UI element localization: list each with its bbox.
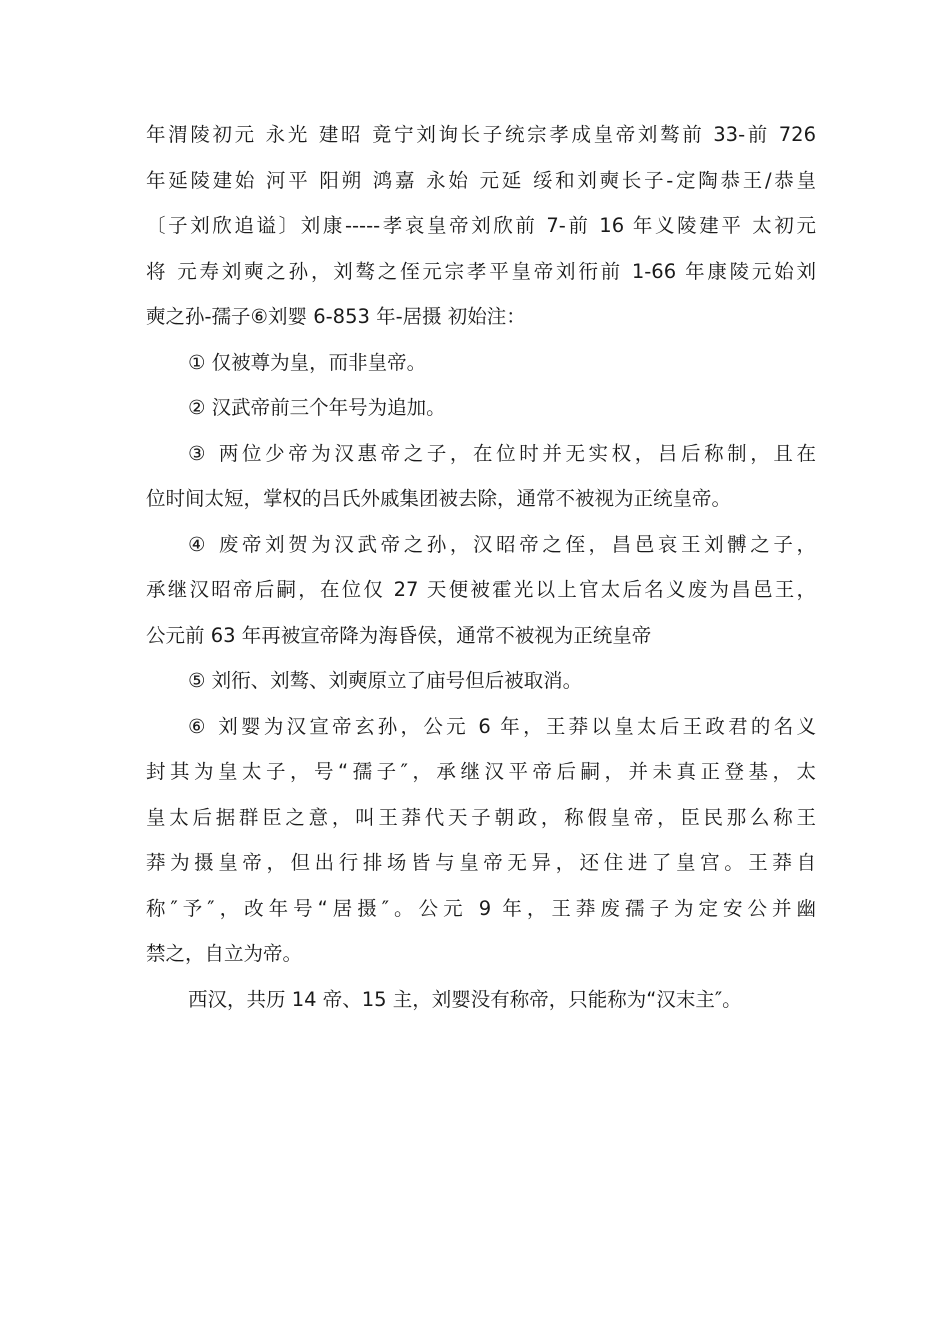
text-line: 禁之，自立为帝。 xyxy=(146,942,303,965)
note-6 xyxy=(146,704,816,977)
note-5 xyxy=(146,658,816,704)
note-3 xyxy=(146,431,816,522)
text-line: 年渭陵初元 永光 建昭 竟宁刘询长子统宗孝成皇帝刘骜前 33-前 726 xyxy=(146,123,816,146)
text-line: 承继汉昭帝后嗣，在位仅 27 天便被霍光以上官太后名义废为昌邑王， xyxy=(146,578,816,601)
note-4 xyxy=(146,522,816,659)
text-line: 年延陵建始 河平 阳朔 鸿嘉 永始 元延 绥和刘奭长子-定陶恭王/恭皇 xyxy=(146,168,816,192)
text-line: 公元前 63 年再被宣帝降为海昏侯，通常不被视为正统皇帝 xyxy=(146,623,652,647)
note-1 xyxy=(146,340,816,386)
document-body xyxy=(146,112,816,1022)
text-line: ① 仅被尊为皇，而非皇帝。 xyxy=(188,350,427,374)
text-line: 皇太后据群臣之意，叫王莽代天子朝政，称假皇帝，臣民那么称王 xyxy=(146,805,816,829)
text-line: ⑤ 刘衎、刘骜、刘奭原立了庙号但后被取消。 xyxy=(188,669,583,692)
text-line: 西汉，共历 14 帝、15 主，刘婴没有称帝，只能称为“汉末主″。 xyxy=(188,987,742,1011)
text-line: 位时间太短，掌权的吕氏外戚集团被去除，通常不被视为正统皇帝。 xyxy=(146,487,732,510)
summary-paragraph xyxy=(146,977,816,1023)
text-line: 奭之孙-孺子⑥刘婴 6-853 年-居摄 初始注： xyxy=(146,305,526,328)
text-line: ③ 两位少帝为汉惠帝之子，在位时并无实权，吕后称制，且在 xyxy=(188,441,816,465)
paragraph-emperor-list xyxy=(146,112,816,340)
text-line: ② 汉武帝前三个年号为追加。 xyxy=(188,396,446,419)
text-line: ⑥ 刘婴为汉宣帝玄孙，公元 6 年，王莽以皇太后王政君的名义 xyxy=(188,714,816,738)
text-line: ④ 废帝刘贺为汉武帝之孙，汉昭帝之侄，昌邑哀王刘髆之子， xyxy=(188,532,816,556)
text-line: 封其为皇太子，号“孺子″，承继汉平帝后嗣，并未真正登基，太 xyxy=(146,760,816,783)
text-line: 莽为摄皇帝，但出行排场皆与皇帝无异，还住进了皇宫。王莽自 xyxy=(146,851,816,874)
note-2 xyxy=(146,385,816,431)
text-line: 将 元寿刘奭之孙，刘骜之侄元宗孝平皇帝刘衎前 1-66 年康陵元始刘 xyxy=(146,259,816,283)
text-line: 称″予″，改年号“居摄″。公元 9 年，王莽废孺子为定安公并幽 xyxy=(146,896,816,920)
text-line: 〔子刘欣追谥〕刘康-----孝哀皇帝刘欣前 7-前 16 年义陵建平 太初元 xyxy=(146,214,816,237)
